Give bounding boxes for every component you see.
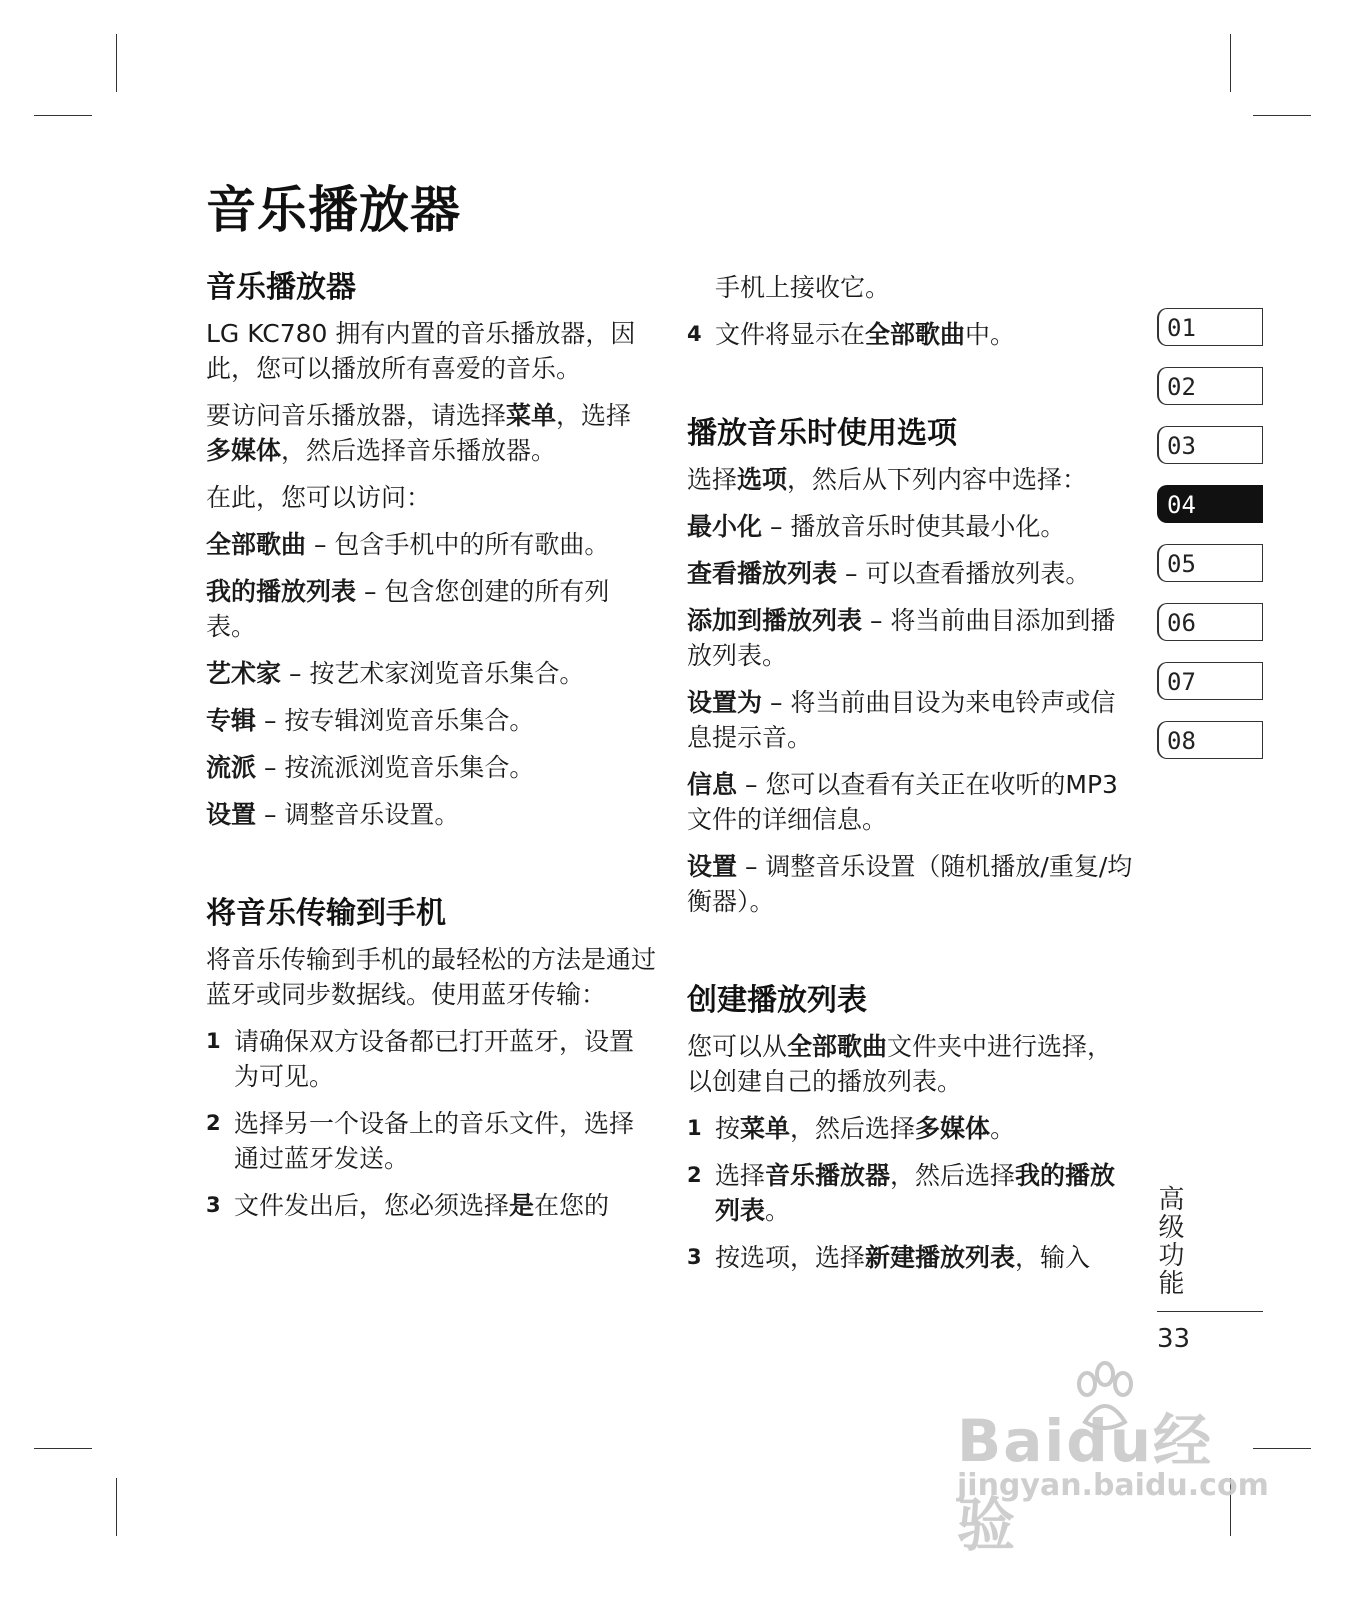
options-term: 选项 — [737, 465, 788, 494]
list-item — [687, 849, 1137, 919]
my-playlists-term: 我的播放列表 — [715, 1161, 1116, 1225]
item-term: 设置 — [206, 800, 257, 829]
divider — [1157, 1311, 1263, 1312]
step-item — [687, 317, 1137, 352]
create-intro — [687, 1029, 1137, 1099]
access-list-intro: 在此，您可以访问： — [206, 483, 432, 512]
spacer — [206, 844, 656, 894]
crop-mark — [116, 34, 117, 92]
multimedia-term: 多媒体 — [206, 436, 282, 465]
step-item — [206, 1024, 656, 1094]
options-intro — [687, 462, 1137, 497]
list-item — [206, 750, 656, 785]
watermark-url: jingyan.baidu.com — [957, 1468, 1269, 1503]
item-desc: – 按专辑浏览音乐集合。 — [256, 706, 535, 735]
step-text: ，然后选择 — [890, 1161, 1016, 1190]
section-label: 高级功能 — [1154, 1185, 1184, 1297]
step-text: 。 — [765, 1196, 791, 1225]
text: 选择 — [687, 465, 738, 494]
step-text: 请确保双方设备都已打开蓝牙，设置为可见。 — [234, 1027, 635, 1091]
list-item — [206, 703, 656, 738]
step-item — [206, 1188, 656, 1223]
step-continuation: 手机上接收它。 — [715, 273, 891, 302]
yes-term: 是 — [509, 1191, 535, 1220]
transfer-steps-cont — [687, 317, 1137, 352]
step-text: 文件发出后，您必须选择 — [234, 1191, 510, 1220]
item-term: 最小化 — [687, 512, 763, 541]
item-desc: – 将当前曲目设为来电铃声或信息提示音。 — [687, 688, 1116, 752]
item-term: 查看播放列表 — [687, 559, 838, 588]
item-term: 我的播放列表 — [206, 577, 357, 606]
list-item — [687, 603, 1137, 673]
watermark — [945, 1360, 1269, 1559]
menu-term: 菜单 — [506, 401, 557, 430]
item-term: 艺术家 — [206, 659, 282, 688]
item-desc: – 按流派浏览音乐集合。 — [256, 753, 535, 782]
left-column — [206, 268, 656, 1235]
item-term: 设置 — [687, 852, 738, 881]
item-term: 信息 — [687, 770, 738, 799]
crop-mark — [1230, 34, 1231, 92]
page-title: 音乐播放器 — [206, 181, 461, 239]
item-desc: – 调整音乐设置。 — [256, 800, 460, 829]
list-item — [206, 574, 656, 644]
item-desc: – 可以查看播放列表。 — [837, 559, 1091, 588]
step-text: 中。 — [965, 320, 1016, 349]
crop-mark — [1253, 115, 1311, 116]
item-term: 流派 — [206, 753, 257, 782]
item-term: 添加到播放列表 — [687, 606, 863, 635]
list-item — [687, 509, 1137, 544]
crop-mark — [116, 1478, 117, 1536]
right-column — [687, 268, 1137, 1287]
item-desc: – 将当前曲目添加到播放列表。 — [687, 606, 1116, 670]
step-number: 1 — [206, 1029, 221, 1053]
step-text: 。 — [990, 1114, 1016, 1143]
step-item — [687, 1111, 1137, 1146]
music-player-term: 音乐播放器 — [765, 1161, 891, 1190]
chapter-tabs — [1157, 308, 1263, 780]
step-item — [687, 1158, 1137, 1228]
crop-mark — [34, 115, 92, 116]
chapter-tab-07[interactable]: 07 — [1157, 662, 1263, 700]
watermark-brand: Baidu经验 — [957, 1407, 1214, 1559]
item-term: 专辑 — [206, 706, 257, 735]
create-steps — [687, 1111, 1137, 1275]
list-item — [206, 656, 656, 691]
step-text: 在您的 — [534, 1191, 610, 1220]
multimedia-term: 多媒体 — [915, 1114, 991, 1143]
chapter-tab-04[interactable]: 04 — [1157, 485, 1263, 523]
text: 要访问音乐播放器，请选择 — [206, 401, 507, 430]
step-text: ，然后选择 — [790, 1114, 916, 1143]
step-text: ，输入 — [1015, 1243, 1091, 1272]
item-desc: – 播放音乐时使其最小化。 — [762, 512, 1066, 541]
step-text: 按 — [715, 1114, 741, 1143]
text: 您可以从 — [687, 1032, 788, 1061]
item-desc: – 您可以查看有关正在收听的MP3 文件的详细信息。 — [687, 770, 1118, 834]
list-item — [687, 556, 1137, 591]
chapter-tab-05[interactable]: 05 — [1157, 544, 1263, 582]
text: ，选择 — [556, 401, 632, 430]
page-number: 33 — [1157, 1324, 1191, 1354]
step-number: 1 — [687, 1116, 702, 1140]
list-item — [687, 685, 1137, 755]
text: ，然后选择音乐播放器。 — [281, 436, 557, 465]
step-number: 3 — [687, 1245, 702, 1269]
step-item — [687, 1240, 1137, 1275]
section-heading-create-playlist: 创建播放列表 — [687, 983, 867, 1018]
item-term: 全部歌曲 — [206, 530, 307, 559]
chapter-tab-01[interactable]: 01 — [1157, 308, 1263, 346]
step-number: 2 — [206, 1111, 221, 1135]
menu-term: 菜单 — [740, 1114, 791, 1143]
all-songs-term: 全部歌曲 — [865, 320, 966, 349]
section-heading-options: 播放音乐时使用选项 — [687, 416, 957, 451]
crop-mark — [34, 1448, 92, 1449]
step-item — [206, 1106, 656, 1176]
item-desc: – 调整音乐设置（随机播放/重复/均衡器）。 — [687, 852, 1133, 916]
list-item — [206, 797, 656, 832]
section-heading-music-player: 音乐播放器 — [206, 270, 356, 305]
chapter-tab-03[interactable]: 03 — [1157, 426, 1263, 464]
list-item — [687, 767, 1137, 837]
step-text: 选择 — [715, 1161, 766, 1190]
item-term: 设置为 — [687, 688, 763, 717]
access-paragraph — [206, 398, 656, 468]
chapter-tab-06[interactable]: 06 — [1157, 603, 1263, 641]
intro-paragraph: LG KC780 拥有内置的音乐播放器，因此，您可以播放所有喜爱的音乐。 — [206, 319, 636, 383]
step-number: 4 — [687, 322, 702, 346]
new-playlist-term: 新建播放列表 — [865, 1243, 1016, 1272]
transfer-steps — [206, 1024, 656, 1223]
text: ，然后从下列内容中选择： — [787, 465, 1088, 494]
step-text: 文件将显示在 — [715, 320, 866, 349]
step-text: 选择另一个设备上的音乐文件，选择通过蓝牙发送。 — [234, 1109, 635, 1173]
item-desc: – 包含您创建的所有列表。 — [206, 577, 610, 641]
chapter-tab-08[interactable]: 08 — [1157, 721, 1263, 759]
text: 文件夹中进行选择，以创建自己的播放列表。 — [687, 1032, 1113, 1096]
transfer-paragraph: 将音乐传输到手机的最轻松的方法是通过蓝牙或同步数据线。使用蓝牙传输： — [206, 945, 657, 1009]
step-number: 2 — [687, 1163, 702, 1187]
spacer — [687, 931, 1137, 981]
step-text: 按选项，选择 — [715, 1243, 866, 1272]
spacer — [687, 364, 1137, 414]
section-heading-transfer: 将音乐传输到手机 — [206, 896, 446, 931]
item-desc: – 按艺术家浏览音乐集合。 — [281, 659, 585, 688]
item-desc: – 包含手机中的所有歌曲。 — [306, 530, 610, 559]
chapter-tab-02[interactable]: 02 — [1157, 367, 1263, 405]
all-songs-term: 全部歌曲 — [787, 1032, 888, 1061]
list-item — [206, 527, 656, 562]
step-number: 3 — [206, 1193, 221, 1217]
